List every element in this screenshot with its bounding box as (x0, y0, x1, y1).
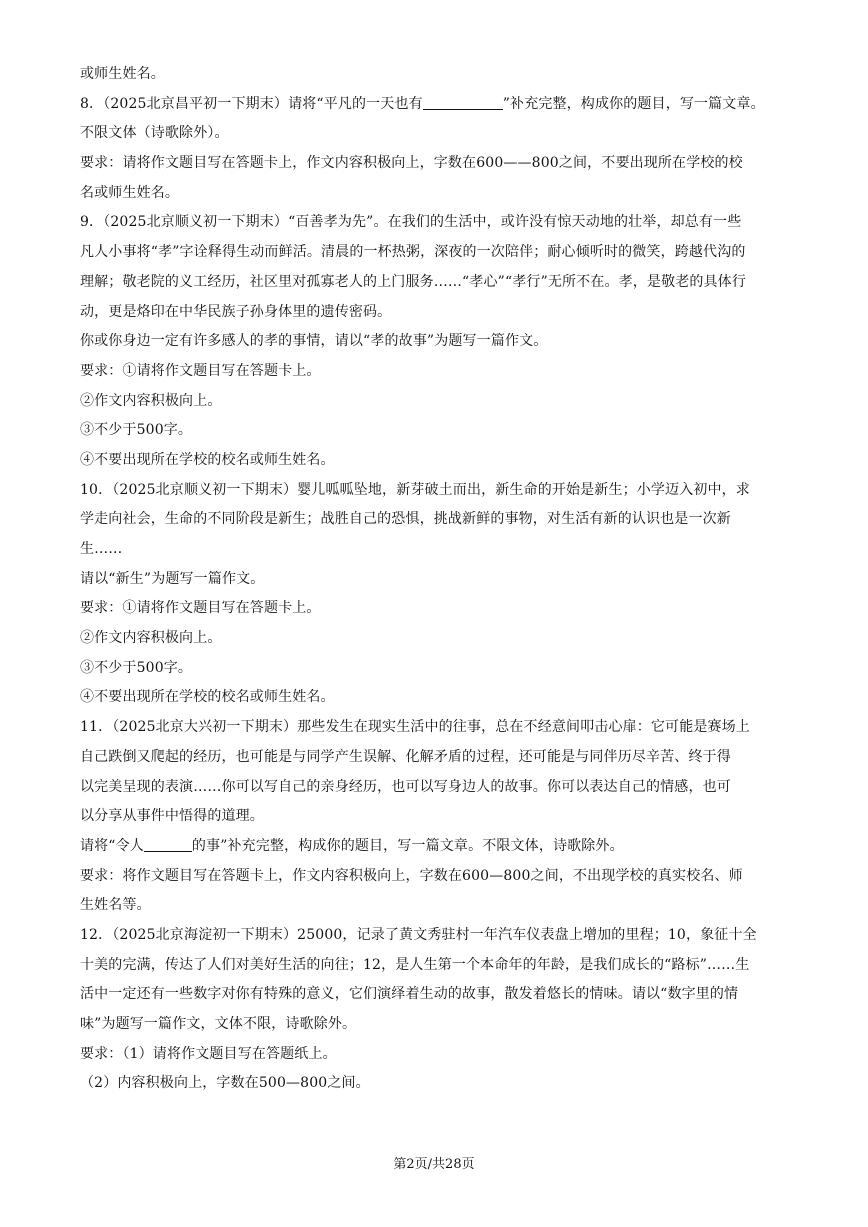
requirement-line: 要求：请将作文题目写在答题卡上，作文内容积极向上，字数在600——800之间，不要出现所在学校的校 (80, 155, 743, 172)
requirement-line: （2）内容积极向上，字数在500—800之间。 (80, 1075, 370, 1092)
question-10-material: 10．（2025北京顺义初一下期末）婴儿呱呱坠地，新芽破土而出，新生命的开始是新生；小学迈入初中，求 (80, 481, 750, 498)
q8-prompt-end: ”补充完整，构成你的题目，写一篇文章。 (502, 95, 765, 112)
question-9-material: 动，更是烙印在中华民族子孙身体里的遗传密码。 (80, 303, 392, 320)
q8-prompt-start: 8．（2025北京昌平初一下期末）请将“平凡的一天也有 (80, 95, 423, 112)
fill-in-blank (423, 93, 503, 110)
requirement-line: 要求：①请将作文题目写在答题卡上。 (80, 362, 321, 379)
q11-prompt-end: 的事”补充完整，构成你的题目，写一篇文章。不限文体，诗歌除外。 (191, 837, 624, 854)
question-10-material: 学走向社会，生命的不同阶段是新生；战胜自己的恐惧，挑战新鲜的事物，对生活有新的认识也是一次新 (80, 511, 731, 528)
text-line: 不限文体（诗歌除外）。 (80, 125, 229, 142)
fill-in-blank (144, 835, 192, 852)
requirement-line: ③不少于500字。 (80, 659, 193, 676)
requirement-line: 生姓名等。 (80, 897, 151, 914)
q11-prompt-start: 请将“令人 (80, 837, 144, 854)
requirement-line: ②作文内容积极向上。 (80, 630, 222, 647)
requirement-line: 名或师生姓名。 (80, 184, 180, 201)
question-11-material: 自己跌倒又爬起的经历，也可能是与同学产生误解、化解矛盾的过程，还可能是与同伴历尽辛苦、终于得 (80, 748, 731, 765)
requirement-line: 要求：（1）请将作文题目写在答题纸上。 (80, 1045, 337, 1062)
question-10-material: 生…… (80, 541, 123, 557)
question-11-material: 以分享从事件中悟得的道理。 (80, 808, 264, 825)
requirement-line: ④不要出现所在学校的校名或师生姓名。 (80, 451, 335, 468)
question-12-material: 十美的完满，传达了人们对美好生活的向往；12，是人生第一个本命年的年龄，是我们成长的“路标”……生 (80, 956, 750, 973)
document-body (80, 60, 792, 1099)
question-11-material: 以完美呈现的表演……你可以写自己的亲身经历，也可以写身边人的故事。你可以表达自己的情感，也可 (80, 778, 731, 795)
question-9-prompt: 你或你身边一定有许多感人的孝的事情，请以“孝的故事”为题写一篇作文。 (80, 333, 548, 350)
question-9-material: 9．（2025北京顺义初一下期末）“百善孝为先”。在我们的生活中，或许没有惊天动地的壮举，却总有一些 (80, 214, 742, 231)
question-10-prompt: 请以“新生”为题写一篇作文。 (80, 570, 265, 587)
requirement-line: ②作文内容积极向上。 (80, 392, 222, 409)
requirement-line: ④不要出现所在学校的校名或师生姓名。 (80, 689, 335, 706)
question-11-material: 11．（2025北京大兴初一下期末）那些发生在现实生活中的往事，总在不经意间叩击心扉：它可能是赛场上 (80, 719, 750, 736)
question-9-material: 理解；敬老院的义工经历，社区里对孤寡老人的上门服务……“孝心”“孝行”无所不在。孝，是敬老的具体行 (80, 273, 746, 290)
text-line: 或师生姓名。 (80, 66, 165, 82)
requirement-line: 要求：①请将作文题目写在答题卡上。 (80, 600, 321, 617)
question-11-prompt (80, 832, 792, 862)
question-12-material: 味”为题写一篇作文，文体不限，诗歌除外。 (80, 1016, 357, 1032)
question-8-prompt (80, 90, 792, 120)
question-12-material: 12．（2025北京海淀初一下期末）25000，记录了黄文秀驻村一年汽车仪表盘上增加的里程；10，象征十全 (80, 926, 757, 943)
requirement-line: 要求：将作文题目写在答题卡上，作文内容积极向上，字数在600—800之间，不出现学校的真实校名、师 (80, 867, 743, 884)
question-9-material: 凡人小事将“孝”字诠释得生动而鲜活。清晨的一杯热粥，深夜的一次陪伴；耐心倾听时的微笑，跨越代沟的 (80, 244, 746, 261)
requirement-line: ③不少于500字。 (80, 422, 193, 439)
question-12-material: 活中一定还有一些数字对你有特殊的意义，它们演绎着生动的故事，散发着悠长的情味。请以“数字里的情 (80, 986, 739, 1003)
page-number-footer: 第2页/共28页 (393, 1157, 475, 1172)
